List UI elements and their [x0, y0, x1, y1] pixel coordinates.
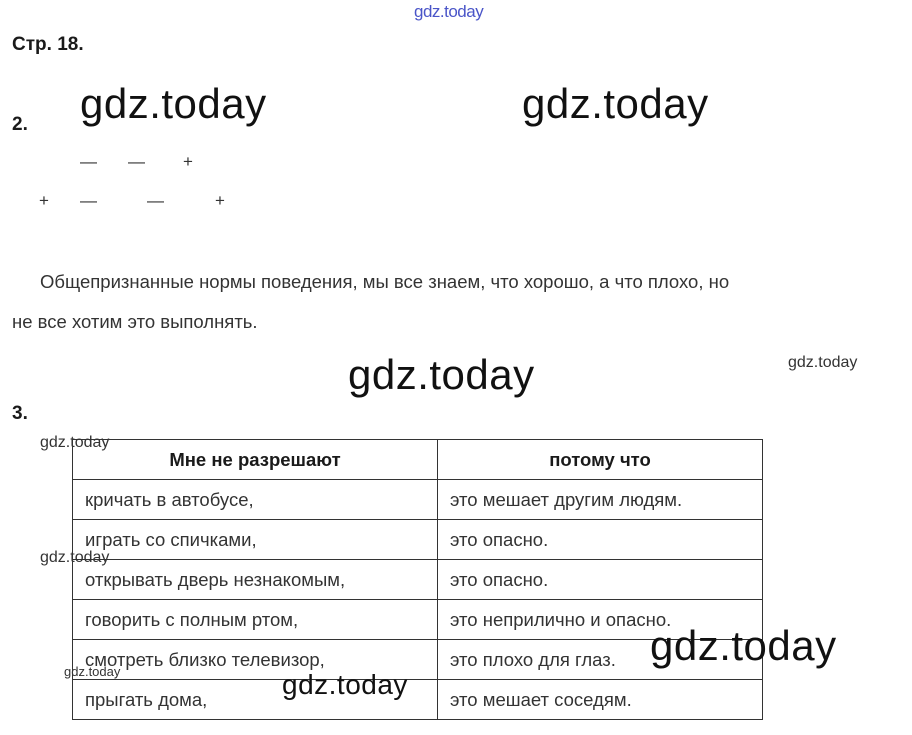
table-cell-reason: это плохо для глаз. [438, 640, 763, 680]
rules-table [72, 439, 763, 720]
watermark-big-4: gdz.today [650, 622, 837, 669]
watermark-small-4: gdz.today [64, 664, 121, 679]
table-header-cell: потому что [438, 440, 763, 480]
table-cell-rule: смотреть близко телевизор, [73, 640, 438, 680]
table-header-cell: Мне не разрешают [73, 440, 438, 480]
table-cell-reason: это мешает другим людям. [438, 480, 763, 520]
watermark-small-3: gdz.today [40, 549, 110, 566]
task-2-number: 2. [12, 114, 28, 135]
task-2-answer-line-1: Общепризнанные нормы поведения, мы все знаем, что хорошо, а что плохо, но [40, 271, 730, 292]
table-cell-reason: это мешает соседям. [438, 680, 763, 720]
sign-row1-3: + [183, 152, 193, 171]
sign-row2-2: — [80, 191, 97, 210]
table-header-row [73, 440, 763, 480]
page-label: Стр. 18. [12, 34, 84, 55]
table-cell-rule: играть со спичками, [73, 520, 438, 560]
watermark-big-2: gdz.today [522, 80, 709, 127]
watermark-top: gdz.today [414, 2, 484, 21]
table-cell-rule: прыгать дома, [73, 680, 438, 720]
task-3-number: 3. [12, 403, 28, 424]
sign-row2-3: — [147, 191, 164, 210]
sign-row1-1: — [80, 152, 97, 171]
table-cell-reason: это опасно. [438, 520, 763, 560]
table-cell-reason: это опасно. [438, 560, 763, 600]
sign-row1-2: — [128, 152, 145, 171]
table-cell-rule: говорить с полным ртом, [73, 600, 438, 640]
table-row [73, 680, 763, 720]
watermark-small-1: gdz.today [788, 354, 858, 371]
table-row [73, 560, 763, 600]
table-row [73, 480, 763, 520]
watermark-medium: gdz.today [282, 669, 408, 700]
watermark-small-2: gdz.today [40, 434, 110, 451]
task-2-answer-line-2: не все хотим это выполнять. [12, 311, 258, 332]
sign-row2-4: + [215, 191, 225, 210]
watermark-big-1: gdz.today [80, 80, 267, 127]
table-cell-rule: открывать дверь незнакомым, [73, 560, 438, 600]
table-row [73, 520, 763, 560]
table-cell-rule: кричать в автобусе, [73, 480, 438, 520]
watermark-big-3: gdz.today [348, 351, 535, 398]
table-cell-reason: это неприлично и опасно. [438, 600, 763, 640]
sign-row2-1: + [39, 191, 49, 210]
